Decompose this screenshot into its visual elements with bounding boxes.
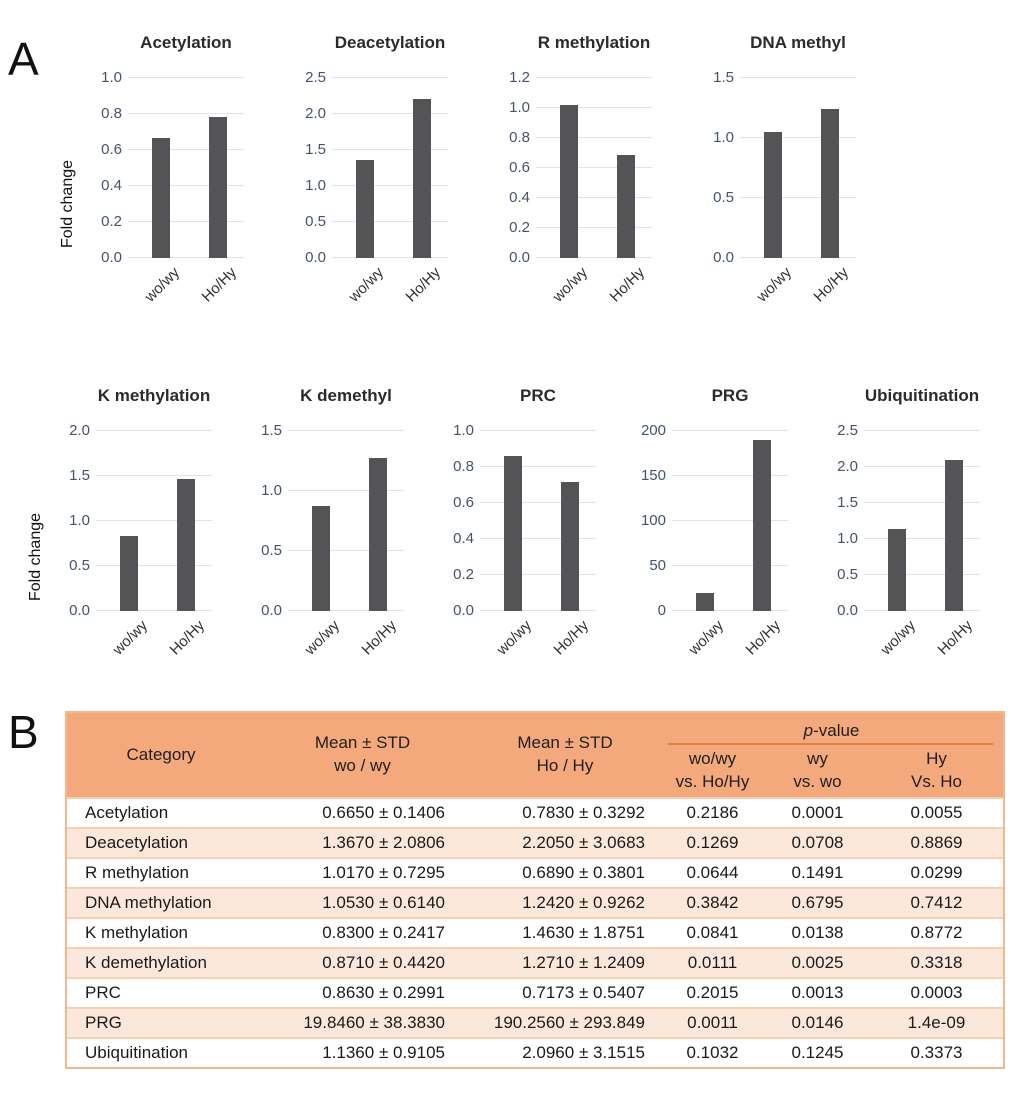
bar-ho-hy	[753, 440, 771, 611]
cell-mean_ho_hy: 190.2560 ± 293.849	[493, 1013, 645, 1032]
y-tick-label: 50	[649, 557, 666, 574]
gridline	[128, 113, 244, 114]
cell-mean_wo_wy: 0.8300 ± 0.2417	[322, 923, 445, 942]
chart-deacetylation	[288, 32, 448, 328]
cell-category: R methylation	[85, 863, 189, 882]
y-tick-label: 1.0	[101, 69, 122, 86]
y-tick-label: 1.5	[305, 141, 326, 158]
x-axis-label: wo/wy	[109, 617, 152, 659]
cell-category: Acetylation	[85, 803, 169, 822]
y-tick-label: 1.0	[713, 129, 734, 146]
y-tick-label: 2.0	[69, 422, 90, 439]
y-tick-label: 0.8	[509, 129, 530, 146]
chart-plot-area-ubiquitination	[820, 422, 980, 619]
x-axis-label: Ho/Hy	[934, 617, 977, 659]
cell-mean_wo_wy: 1.0170 ± 0.7295	[322, 863, 445, 882]
x-axis-label: wo/wy	[685, 617, 728, 659]
gridline	[288, 430, 404, 431]
bar-ho-hy	[177, 479, 195, 611]
cell-p_hy_vs_ho: 0.3318	[910, 953, 963, 972]
chart-title-prg: PRG	[711, 386, 749, 405]
chart-plot-area-k-methylation	[27, 422, 212, 619]
x-axis	[288, 258, 448, 328]
bar-wo-wy	[120, 536, 138, 611]
cell-mean_wo_wy: 1.3670 ± 2.0806	[322, 833, 445, 852]
mean-wo-wy-line2: wo / wy	[334, 756, 391, 775]
cell-mean_ho_hy: 2.0960 ± 3.1515	[522, 1043, 645, 1062]
x-axis	[244, 611, 404, 681]
cell-mean_wo_wy: 1.1360 ± 0.9105	[322, 1043, 445, 1062]
col-header-wy-vs-wo: wy vs. wo	[793, 749, 842, 791]
y-tick-label: 200	[640, 422, 666, 439]
chart-title-r-methylation: R methylation	[537, 33, 651, 52]
y-tick-label: 0.6	[509, 159, 530, 176]
chart-plot-area-acetylation	[59, 69, 244, 266]
cell-category: PRC	[85, 983, 121, 1002]
plot	[672, 431, 788, 611]
plot	[128, 78, 244, 258]
x-axis	[628, 611, 788, 681]
panel-a-label: A	[8, 33, 39, 85]
chart-title-k-methylation: K methylation	[97, 386, 211, 405]
cell-p_hy_vs_ho: 0.8772	[910, 923, 963, 942]
y-tick-label: 0.0	[69, 602, 90, 619]
cell-category: PRG	[85, 1013, 122, 1032]
cell-p_hy_vs_ho: 1.4e-09	[907, 1013, 966, 1032]
chart-row-2	[0, 385, 1020, 681]
x-axis-label: Ho/Hy	[606, 264, 649, 306]
col-header-pvalue	[660, 713, 1003, 745]
y-tick-label: 2.0	[305, 105, 326, 122]
table-row	[67, 1037, 1003, 1067]
chart-plot-area-r-methylation	[492, 69, 652, 266]
y-tick-label: 1.0	[453, 422, 474, 439]
y-tick-label: 1.0	[69, 512, 90, 529]
cell-p_hy_vs_ho: 0.7412	[910, 893, 963, 912]
x-axis	[52, 611, 212, 681]
gridline	[96, 475, 212, 476]
x-axis-label: Ho/Hy	[810, 264, 853, 306]
y-tick-label: 0.2	[509, 219, 530, 236]
col-header-category: Category	[126, 744, 196, 764]
x-axis-label: wo/wy	[301, 617, 344, 659]
y-tick-label: 0.4	[101, 177, 122, 194]
y-tick-label: 0.4	[509, 189, 530, 206]
y-tick-label: 0.8	[453, 458, 474, 475]
plot	[332, 78, 448, 258]
chart-title-k-demethyl: K demethyl	[300, 386, 392, 405]
cell-category: K demethylation	[85, 953, 207, 972]
gridline	[740, 77, 856, 78]
table-row	[67, 827, 1003, 857]
chart-r-methylation	[492, 32, 652, 328]
y-tick-label: 0.8	[101, 105, 122, 122]
bar-ho-hy	[413, 99, 431, 258]
col-header-mean-ho-hy	[470, 713, 660, 797]
chart-title-deacetylation: Deacetylation	[334, 33, 446, 52]
y-tick-label: 0.5	[305, 213, 326, 230]
plot	[864, 431, 980, 611]
y-tick-label: 1.0	[261, 482, 282, 499]
gridline	[480, 430, 596, 431]
table-body	[67, 797, 1003, 1067]
x-axis	[696, 258, 856, 328]
table-row	[67, 797, 1003, 827]
y-tick-label: 100	[640, 512, 666, 529]
y-tick-label: 0.0	[101, 249, 122, 266]
plot	[288, 431, 404, 611]
mean-ho-hy-line2: Ho / Hy	[536, 756, 594, 775]
chart-row-1	[0, 32, 1020, 328]
chart-title-dna-methyl: DNA methyl	[750, 33, 846, 52]
y-tick-label: 0.0	[261, 602, 282, 619]
gridline	[96, 430, 212, 431]
x-axis-label: Ho/Hy	[358, 617, 401, 659]
col-header-mean-wo-wy	[255, 713, 470, 797]
cell-p_hy_vs_ho: 0.3373	[910, 1043, 963, 1062]
gridline	[536, 107, 652, 108]
chart-prc	[436, 385, 596, 681]
cell-mean_ho_hy: 1.2710 ± 1.2409	[522, 953, 645, 972]
y-tick-label: 0.5	[837, 566, 858, 583]
y-tick-label: 1.0	[509, 99, 530, 116]
bar-wo-wy	[152, 138, 170, 258]
cell-p_wowy_vs_hohy: 0.2015	[686, 983, 739, 1002]
cell-p_hy_vs_ho: 0.0055	[910, 803, 963, 822]
bar-wo-wy	[696, 593, 714, 611]
x-axis-label: wo/wy	[549, 264, 592, 306]
bar-ho-hy	[945, 460, 963, 611]
mean-ho-hy-line1: Mean ± STD	[517, 733, 613, 753]
y-axis	[820, 422, 858, 619]
y-tick-label: 0.4	[453, 530, 474, 547]
cell-category: K methylation	[85, 923, 188, 942]
y-tick-label: 1.0	[305, 177, 326, 194]
plot	[740, 78, 856, 258]
cell-category: Ubiquitination	[85, 1043, 189, 1062]
x-axis-label: wo/wy	[141, 264, 184, 306]
chart-k-demethyl	[244, 385, 404, 681]
bar-ho-hy	[561, 482, 579, 611]
cell-category: DNA methylation	[85, 893, 212, 912]
y-tick-label: 0.2	[101, 213, 122, 230]
pvalue-rest: -value	[813, 721, 860, 741]
y-tick-label: 1.5	[69, 467, 90, 484]
cell-mean_wo_wy: 0.8710 ± 0.4420	[322, 953, 445, 972]
table-row	[67, 887, 1003, 917]
cell-mean_ho_hy: 0.6890 ± 0.3801	[522, 863, 645, 882]
y-tick-label: 1.5	[261, 422, 282, 439]
cell-p_wy_vs_wo: 0.0708	[791, 833, 844, 852]
cell-mean_wo_wy: 0.8630 ± 0.2991	[322, 983, 445, 1002]
x-axis-label: Ho/Hy	[742, 617, 785, 659]
x-axis-label: Ho/Hy	[402, 264, 445, 306]
col-header-hy-vs-ho: Hy Vs. Ho	[910, 749, 963, 791]
gridline	[332, 77, 448, 78]
chart-plot-area-prc	[436, 422, 596, 619]
y-axis	[628, 422, 666, 619]
cell-p_wy_vs_wo: 0.0025	[791, 953, 844, 972]
cell-p_wowy_vs_hohy: 0.0111	[687, 953, 738, 972]
y-tick-label: 1.0	[837, 530, 858, 547]
cell-p_wy_vs_wo: 0.1245	[791, 1043, 844, 1062]
cell-mean_ho_hy: 1.2420 ± 0.9262	[522, 893, 645, 912]
gridline	[672, 430, 788, 431]
cell-p_wowy_vs_hohy: 0.3842	[686, 893, 739, 912]
plot	[536, 78, 652, 258]
y-tick-label: 1.2	[509, 69, 530, 86]
pvalue-p: p	[803, 721, 814, 741]
cell-mean_ho_hy: 0.7173 ± 0.5407	[522, 983, 645, 1002]
y-axis	[52, 422, 90, 619]
bar-ho-hy	[369, 458, 387, 611]
table-row	[67, 857, 1003, 887]
y-tick-label: 0.0	[305, 249, 326, 266]
chart-plot-area-dna-methyl	[696, 69, 856, 266]
y-axis	[436, 422, 474, 619]
bar-wo-wy	[560, 105, 578, 258]
table-row	[67, 977, 1003, 1007]
y-tick-label: 1.5	[713, 69, 734, 86]
chart-ubiquitination	[820, 385, 980, 681]
bar-ho-hy	[821, 109, 839, 258]
chart-plot-area-deacetylation	[288, 69, 448, 266]
y-tick-label: 0.0	[713, 249, 734, 266]
x-axis-label: Ho/Hy	[550, 617, 593, 659]
bar-ho-hy	[617, 155, 635, 258]
y-tick-label: 2.0	[837, 458, 858, 475]
cell-p_wy_vs_wo: 0.0146	[791, 1013, 844, 1032]
col-header-wowy-vs-hohy: wo/wy vs. Ho/Hy	[675, 749, 750, 791]
x-axis-label: wo/wy	[753, 264, 796, 306]
x-axis-label: Ho/Hy	[198, 264, 241, 306]
x-axis	[820, 611, 980, 681]
table-row	[67, 917, 1003, 947]
cell-p_wowy_vs_hohy: 0.0841	[686, 923, 739, 942]
cell-mean_wo_wy: 1.0530 ± 0.6140	[322, 893, 445, 912]
pvalue-underline	[668, 743, 993, 745]
y-tick-label: 0.5	[713, 189, 734, 206]
y-tick-label: 150	[640, 467, 666, 484]
bar-ho-hy	[209, 117, 227, 258]
cell-mean_ho_hy: 0.7830 ± 0.3292	[522, 803, 645, 822]
plot	[480, 431, 596, 611]
panel-b	[0, 706, 1020, 1069]
bar-wo-wy	[764, 132, 782, 258]
y-tick-label: 1.5	[837, 494, 858, 511]
chart-title-acetylation: Acetylation	[140, 33, 232, 52]
y-tick-label: 0.6	[101, 141, 122, 158]
y-axis	[492, 69, 530, 266]
chart-plot-area-prg	[628, 422, 788, 619]
bar-wo-wy	[504, 456, 522, 611]
x-axis	[84, 258, 244, 328]
chart-prg	[628, 385, 788, 681]
gridline	[128, 77, 244, 78]
cell-mean_wo_wy: 19.8460 ± 38.3830	[303, 1013, 445, 1032]
cell-p_wy_vs_wo: 0.0138	[791, 923, 844, 942]
x-axis-label: Ho/Hy	[166, 617, 209, 659]
chart-title-ubiquitination: Ubiquitination	[864, 386, 980, 405]
y-tick-label: 0.6	[453, 494, 474, 511]
cell-p_wy_vs_wo: 0.1491	[791, 863, 844, 882]
bar-wo-wy	[312, 506, 330, 611]
gridline	[536, 137, 652, 138]
y-tick-label: 0.5	[69, 557, 90, 574]
y-tick-label: 0	[657, 602, 666, 619]
y-axis-title: Fold change	[59, 159, 76, 249]
cell-p_hy_vs_ho: 0.8869	[910, 833, 963, 852]
cell-p_hy_vs_ho: 0.0003	[910, 983, 963, 1002]
cell-p_wy_vs_wo: 0.0001	[791, 803, 844, 822]
cell-mean_wo_wy: 0.6650 ± 0.1406	[322, 803, 445, 822]
x-axis	[492, 258, 652, 328]
gridline	[536, 77, 652, 78]
pvalue-title	[804, 720, 860, 743]
mean-wo-wy-line1: Mean ± STD	[314, 733, 411, 753]
x-axis-label: wo/wy	[345, 264, 388, 306]
cell-mean_ho_hy: 1.4630 ± 1.8751	[522, 923, 645, 942]
cell-p_wy_vs_wo: 0.6795	[791, 893, 844, 912]
panel-b-label: B	[8, 706, 39, 758]
bar-wo-wy	[356, 160, 374, 258]
cell-p_hy_vs_ho: 0.0299	[910, 863, 963, 882]
panel-a	[0, 32, 1020, 681]
y-tick-label: 0.0	[837, 602, 858, 619]
y-tick-label: 0.2	[453, 566, 474, 583]
y-axis	[288, 69, 326, 266]
cell-p_wowy_vs_hohy: 0.1269	[686, 833, 739, 852]
y-axis-title: Fold change	[27, 512, 44, 602]
y-tick-label: 2.5	[837, 422, 858, 439]
y-tick-label: 0.0	[509, 249, 530, 266]
table-header	[67, 713, 1003, 797]
x-axis-label: wo/wy	[877, 617, 920, 659]
y-tick-label: 2.5	[305, 69, 326, 86]
y-tick-label: 0.5	[261, 542, 282, 559]
cell-category: Deacetylation	[85, 833, 189, 852]
gridline	[864, 430, 980, 431]
cell-mean_ho_hy: 2.2050 ± 3.0683	[522, 833, 645, 852]
bar-wo-wy	[888, 529, 906, 611]
cell-p_wowy_vs_hohy: 0.1032	[686, 1043, 739, 1062]
cell-p_wowy_vs_hohy: 0.0644	[686, 863, 739, 882]
x-axis	[436, 611, 596, 681]
y-axis	[84, 69, 122, 266]
y-axis	[696, 69, 734, 266]
x-axis-label: wo/wy	[493, 617, 536, 659]
cell-p_wowy_vs_hohy: 0.2186	[686, 803, 739, 822]
plot	[96, 431, 212, 611]
chart-k-methylation	[27, 385, 212, 681]
cell-p_wowy_vs_hohy: 0.0011	[687, 1013, 738, 1032]
y-tick-label: 0.0	[453, 602, 474, 619]
chart-title-prc: PRC	[520, 386, 556, 405]
gridline	[480, 466, 596, 467]
table-row	[67, 947, 1003, 977]
table-row	[67, 1007, 1003, 1037]
y-axis	[244, 422, 282, 619]
chart-dna-methyl	[696, 32, 856, 328]
chart-acetylation	[59, 32, 244, 328]
cell-p_wy_vs_wo: 0.0013	[791, 983, 844, 1002]
stats-table	[65, 711, 1005, 1069]
chart-plot-area-k-demethyl	[244, 422, 404, 619]
